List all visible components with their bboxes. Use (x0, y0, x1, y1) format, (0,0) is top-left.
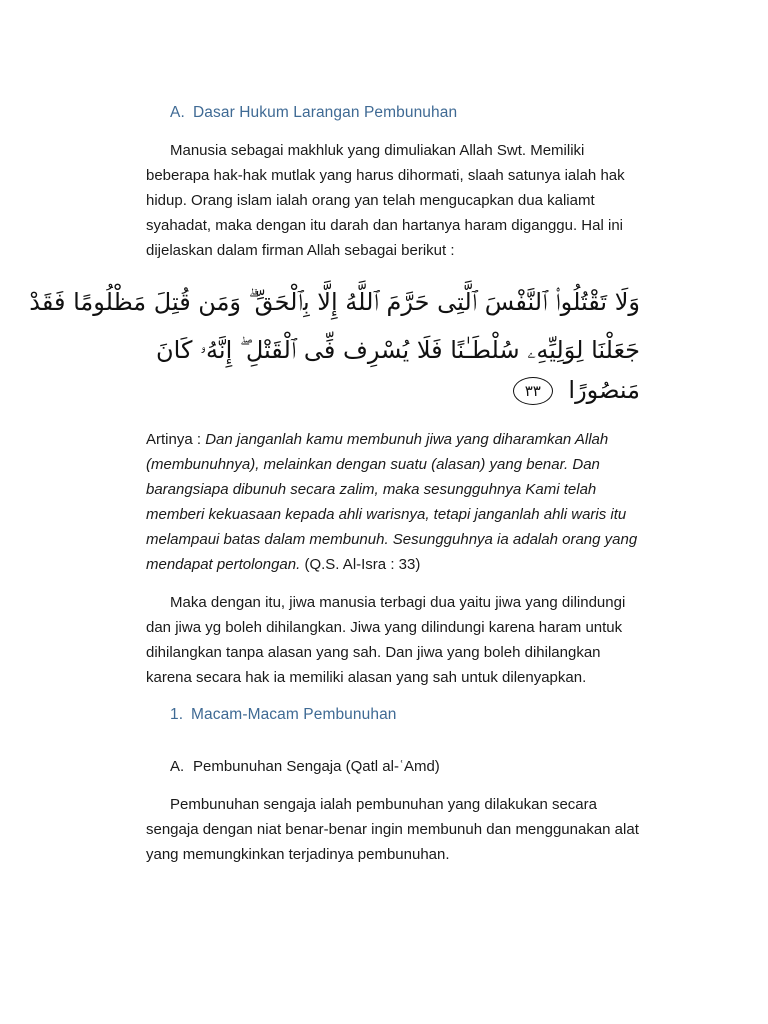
paragraph-2-line-2: dan jiwa yg boleh dihilangkan. Jiwa yang dilindungi karena haram untuk (146, 619, 623, 636)
translation-line-1 (146, 427, 608, 452)
subsection-title: Pembunuhan Sengaja (Qatl al-ʿAmd) (193, 758, 440, 775)
arabic-verse-line-1: وَلَا تَقْتُلُوا۟ ٱلنَّفْسَ ٱلَّتِى حَرَّمَ ٱللَّهُ إِلَّا بِٱلْحَقِّ ۗ وَمَن قُتِلَ مَظْلُومًا فَقَدْ (29, 288, 640, 316)
translation-line-5: melampaui batas dalam membunuh. Sesungguhnya ia adalah orang yang (146, 531, 638, 548)
paragraph-3-line-3: yang memungkinkan terjadinya pembunuhan. (146, 846, 450, 863)
ayah-number-mark: ٣٣ (513, 377, 553, 405)
paragraph-1-line-5: dijelaskan dalam firman Allah sebagai berikut : (146, 242, 455, 259)
section-title: Macam-Macam Pembunuhan (191, 706, 397, 723)
section-heading-macam-pembunuhan (170, 706, 397, 724)
translation-line-3: barangsiapa dibunuh secara zalim, maka sesungguhnya Kami telah (146, 481, 597, 498)
arabic-verse-line-2: جَعَلْنَا لِوَلِيِّهِۦ سُلْطَـٰنًا فَلَا يُسْرِف فِّى ٱلْقَتْلِ ۖ إِنَّهُۥ كَانَ (156, 336, 640, 364)
section-number: A. (170, 104, 185, 121)
paragraph-3-line-2: sengaja dengan niat benar-benar ingin membunuh dan menggunakan alat (146, 821, 639, 838)
subheading-pembunuhan-sengaja (170, 758, 440, 775)
arabic-verse-line-3 (200, 368, 640, 412)
paragraph-2-line-1: Maka dengan itu, jiwa manusia terbagi dua yaitu jiwa yang dilindungi (170, 594, 626, 611)
paragraph-2-line-3: dihilangkan tanpa alasan yang sah. Dan jiwa yang boleh dihilangkan (146, 644, 601, 661)
paragraph-1-line-3: hidup. Orang islam ialah orang yan telah mengucapkan dua kaliamt (146, 192, 595, 209)
subsection-number: A. (170, 758, 185, 775)
translation-text-end: mendapat pertolongan. (146, 556, 301, 573)
translation-line-4: memberi kekuasaan kepada ahli warisnya, tetapi janganlah ahli waris itu (146, 506, 627, 523)
translation-label: Artinya : (146, 431, 202, 448)
paragraph-1-line-1: Manusia sebagai makhluk yang dimuliakan Allah Swt. Memiliki (170, 142, 585, 159)
paragraph-1-line-2: beberapa hak-hak mutlak yang harus dihormati, slaah satunya ialah hak (146, 167, 625, 184)
paragraph-1-line-4: syahadat, maka dengan itu darah dan hartanya haram diganggu. Hal ini (146, 217, 623, 234)
translation-line-6 (146, 552, 420, 577)
arabic-verse-last-word: مَنصُورًا (568, 376, 640, 404)
section-title: Dasar Hukum Larangan Pembunuhan (193, 104, 458, 121)
paragraph-3-line-1: Pembunuhan sengaja ialah pembunuhan yang dilakukan secara (170, 796, 597, 813)
paragraph-2-line-4: karena secara hak ia memiliki alasan yang sah untuk dilenyapkan. (146, 669, 587, 686)
translation-line-2: (membunuhnya), melainkan dengan suatu (alasan) yang benar. Dan (146, 456, 600, 473)
section-number: 1. (170, 706, 184, 723)
verse-reference: (Q.S. Al-Isra : 33) (304, 556, 421, 573)
translation-text: Dan janganlah kamu membunuh jiwa yang diharamkan Allah (205, 431, 609, 448)
section-heading-dasar-hukum (170, 104, 457, 122)
